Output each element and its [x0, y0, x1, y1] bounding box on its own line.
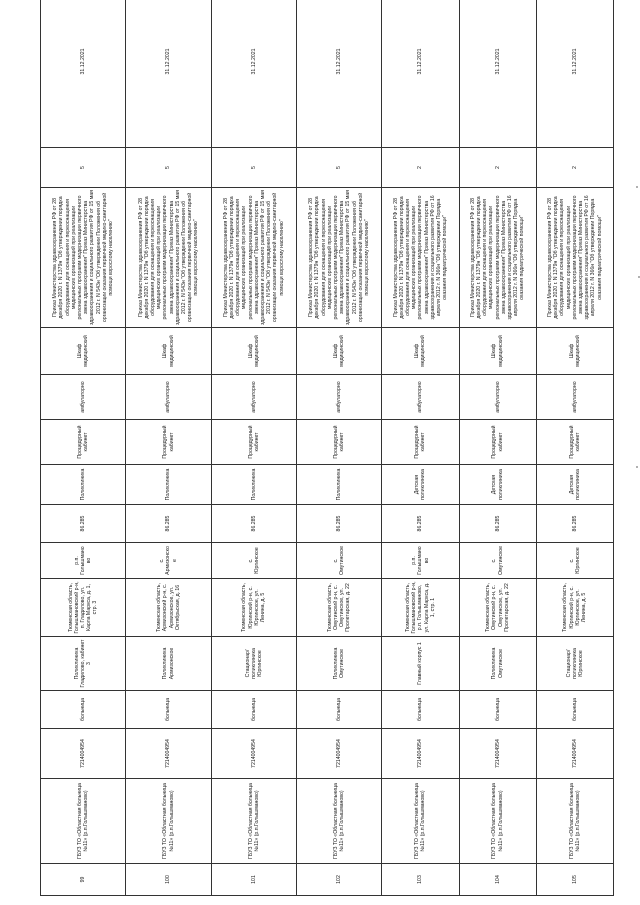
cell-deadline: 31.12.2021: [459, 0, 536, 148]
cell-quantity: 5: [41, 148, 126, 188]
cell-type: больница: [536, 691, 613, 729]
cell-room: Процедурный кабинет: [382, 420, 459, 465]
cell-inn: 7214004954: [536, 729, 613, 779]
cell-care: амбулаторно: [41, 375, 126, 420]
cell-institution: ГБУЗ ТО «Областная больница №11» (р.п.Голышманово): [211, 779, 296, 864]
cell-division: Поликлиника Армизонское: [126, 637, 211, 691]
cell-num: 99: [41, 864, 126, 896]
cell-okved: 86.285: [459, 505, 536, 543]
cell-deadline: 31.12.2021: [126, 0, 211, 148]
cell-okved: 86.285: [211, 505, 296, 543]
cell-quantity: 2: [382, 148, 459, 188]
cell-room: Процедурный кабинет: [211, 420, 296, 465]
cell-okved: 86.285: [41, 505, 126, 543]
cell-quantity: 5: [211, 148, 296, 188]
cell-quantity: 2: [459, 148, 536, 188]
cell-equipment: Шкаф медицинский: [41, 328, 126, 375]
cell-locality: с. Юргинское: [536, 543, 613, 579]
cell-type: больница: [297, 691, 382, 729]
cell-care: амбулаторно: [459, 375, 536, 420]
cell-room: Процедурный кабинет: [536, 420, 613, 465]
cell-department: Поликлиника: [211, 465, 296, 505]
cell-institution: ГБУЗ ТО «Областная больница №11» (р.п.Голышманово): [459, 779, 536, 864]
cell-deadline: 31.12.2021: [297, 0, 382, 148]
cell-care: амбулаторно: [536, 375, 613, 420]
cell-basis: Приказ Министерства здравоохранения РФ от 28 декабря 2020 г. N 1379н "Об утверждении порядка оборудования для оснащения и переоснащения медицинских организаций при реализации региональных программ модернизации первичного звена здравоохранения" Приказ Министерства здравоохранения и социального развития РФ от 15 мая 2012 г. N 543н "Об утверждении Положения об организации оказания первичной медико-санитарной помощи взрослому населению": [41, 188, 126, 328]
cell-type: больница: [126, 691, 211, 729]
cell-institution: ГБУЗ ТО «Областная больница №11» (р.п.Голышманово): [297, 779, 382, 864]
cell-department: Поликлиника: [297, 465, 382, 505]
cell-okved: 86.285: [297, 505, 382, 543]
cell-room: Процедурный кабинет: [459, 420, 536, 465]
table-row: [41, 0, 126, 896]
cell-division: Стационар/поликлиника Юргинское: [211, 637, 296, 691]
cell-locality: р.п. Голышманово: [382, 543, 459, 579]
cell-quantity: 5: [126, 148, 211, 188]
scan-artifact: [636, 466, 638, 468]
cell-inn: 7214004954: [459, 729, 536, 779]
cell-address: Тюменская область, Армизонский р-н, с. Армизонское, ул. Октябрьская, д. 16: [126, 579, 211, 637]
table-row: [126, 0, 211, 896]
cell-institution: ГБУЗ ТО «Областная больница №11» (р.п.Голышманово): [41, 779, 126, 864]
scan-artifact: [636, 186, 638, 188]
cell-department: Детская поликлиника: [459, 465, 536, 505]
cell-inn: 7214004954: [382, 729, 459, 779]
cell-basis: Приказ Министерства здравоохранения РФ от 28 декабря 2020 г. N 1379н "Об утверждении порядка оборудования для оснащения и переоснащения медицинских организаций при реализации региональных программ модернизации первичного звена здравоохранения" Приказ Министерства здравоохранения и социального развития РФ от 15 мая 2012 г. N 543н "Об утверждении Положения об организации оказания первичной медико-санитарной помощи взрослому населению": [211, 188, 296, 328]
cell-address: Тюменская область, Омутинский р-н, с. Омутинское, ул. Пролетарская, д. 22: [297, 579, 382, 637]
cell-num: 100: [126, 864, 211, 896]
cell-address: Тюменская область, Омутинский р-н, с. Омутинское, ул. Пролетарская, д. 22: [459, 579, 536, 637]
cell-department: Поликлиника: [126, 465, 211, 505]
table-row: [536, 0, 613, 896]
cell-room: Процедурный кабинет: [297, 420, 382, 465]
table-row: [211, 0, 296, 896]
cell-address: Тюменская область, Юргинский р-н, с. Юргинское, ул. Ленина, д. 5: [536, 579, 613, 637]
cell-equipment: Шкаф медицинский: [126, 328, 211, 375]
cell-basis: Приказ Министерства здравоохранения РФ от 28 декабря 2020 г. N 1379н "Об утверждении порядка оборудования для оснащения и переоснащения медицинских организаций при реализации региональных программ модернизации первичного звена здравоохранения" Приказ Министерства здравоохранения и социального развития РФ от 16 апреля 2012 г. N 366н "Об утверждении Порядка оказания педиатрической помощи": [382, 188, 459, 328]
cell-department: Детская поликлиника: [382, 465, 459, 505]
cell-institution: ГБУЗ ТО «Областная больница №11» (р.п.Голышманово): [382, 779, 459, 864]
cell-type: больница: [41, 691, 126, 729]
cell-basis: Приказ Министерства здравоохранения РФ от 28 декабря 2020 г. N 1379н "Об утверждении порядка оборудования для оснащения и переоснащения медицинских организаций при реализации региональных программ модернизации первичного звена здравоохранения" Приказ Министерства здравоохранения и социального развития РФ от 16 апреля 2012 г. N 366н "Об утверждении Порядка оказания педиатрической помощи": [536, 188, 613, 328]
cell-equipment: Шкаф медицинский: [382, 328, 459, 375]
cell-inn: 7214004954: [41, 729, 126, 779]
table-row: [382, 0, 459, 896]
cell-care: амбулаторно: [382, 375, 459, 420]
cell-quantity: 5: [297, 148, 382, 188]
cell-address: Тюменская область, Голышмановский р-н, р.п. Голышманово, ул. Карла Маркса, д. 1, стр. 1: [382, 579, 459, 637]
cell-basis: Приказ Министерства здравоохранения РФ от 28 декабря 2020 г. N 1379н "Об утверждении порядка оборудования для оснащения и переоснащения медицинских организаций при реализации региональных программ модернизации первичного звена здравоохранения" Приказ Министерства здравоохранения и социального развития РФ от 16 апреля 2012 г. N 366н "Об утверждении Порядка оказания педиатрической помощи": [459, 188, 536, 328]
cell-deadline: 31.12.2021: [382, 0, 459, 148]
cell-type: больница: [211, 691, 296, 729]
cell-division: Стационар/поликлиника Юргинское: [536, 637, 613, 691]
cell-locality: с. Армизонское: [126, 543, 211, 579]
cell-inn: 7214004954: [211, 729, 296, 779]
cell-division: Поликлиника Омутинское: [297, 637, 382, 691]
cell-equipment: Шкаф медицинский: [459, 328, 536, 375]
cell-address: Тюменская область, Юргинский р-н, с. Юргинское, ул. Ленина, д. 5: [211, 579, 296, 637]
cell-okved: 86.285: [536, 505, 613, 543]
cell-basis: Приказ Министерства здравоохранения РФ от 28 декабря 2020 г. N 1379н "Об утверждении порядка оборудования для оснащения и переоснащения медицинских организаций при реализации региональных программ модернизации первичного звена здравоохранения" Приказ Министерства здравоохранения и социального развития РФ от 15 мая 2012 г. N 543н "Об утверждении Положения об организации оказания первичной медико-санитарной помощи взрослому населению": [126, 188, 211, 328]
cell-inn: 7214004954: [126, 729, 211, 779]
cell-basis: Приказ Министерства здравоохранения РФ от 28 декабря 2020 г. N 1379н "Об утверждении порядка оборудования для оснащения и переоснащения медицинских организаций при реализации региональных программ модернизации первичного звена здравоохранения" Приказ Министерства здравоохранения и социального развития РФ от 15 мая 2012 г. N 543н "Об утверждении Положения об организации оказания первичной медико-санитарной помощи взрослому населению": [297, 188, 382, 328]
cell-department: Детская поликлиника: [536, 465, 613, 505]
cell-num: 102: [297, 864, 382, 896]
cell-type: больница: [459, 691, 536, 729]
cell-division: Поликлиника Омутинское: [459, 637, 536, 691]
cell-institution: ГБУЗ ТО «Областная больница №11» (р.п.Голышманово): [536, 779, 613, 864]
cell-deadline: 31.12.2021: [41, 0, 126, 148]
cell-address: Тюменская область, Голышмановский р-н, п. Гладилово, ул. Карла Маркса, д. 1, стр. 3: [41, 579, 126, 637]
cell-room: Процедурный кабинет: [41, 420, 126, 465]
cell-division: Главный корпус 1: [382, 637, 459, 691]
cell-locality: р.п. Голышманово: [41, 543, 126, 579]
cell-institution: ГБУЗ ТО «Областная больница №11» (р.п.Голышманово): [126, 779, 211, 864]
cell-okved: 86.285: [382, 505, 459, 543]
cell-care: амбулаторно: [211, 375, 296, 420]
cell-num: 104: [459, 864, 536, 896]
cell-equipment: Шкаф медицинский: [536, 328, 613, 375]
cell-inn: 7214004954: [297, 729, 382, 779]
cell-deadline: 31.12.2021: [211, 0, 296, 148]
cell-room: Процедурный кабинет: [126, 420, 211, 465]
table-row: [297, 0, 382, 896]
cell-locality: с. Омутинское: [459, 543, 536, 579]
table-row: [459, 0, 536, 896]
cell-deadline: 31.12.2021: [536, 0, 613, 148]
cell-equipment: Шкаф медицинский: [297, 328, 382, 375]
cell-num: 105: [536, 864, 613, 896]
cell-quantity: 2: [536, 148, 613, 188]
scanned-page: [40, 36, 614, 896]
cell-locality: с. Юргинское: [211, 543, 296, 579]
cell-equipment: Шкаф медицинский: [211, 328, 296, 375]
cell-care: амбулаторно: [126, 375, 211, 420]
cell-type: больница: [382, 691, 459, 729]
equipment-table: [40, 0, 614, 896]
cell-division: Поликлиника Гладилово, кабинет 3: [41, 637, 126, 691]
cell-department: Поликлиника: [41, 465, 126, 505]
cell-num: 103: [382, 864, 459, 896]
cell-locality: с. Омутинское: [297, 543, 382, 579]
cell-okved: 86.285: [126, 505, 211, 543]
cell-care: амбулаторно: [297, 375, 382, 420]
table-body: [41, 0, 614, 896]
cell-num: 101: [211, 864, 296, 896]
